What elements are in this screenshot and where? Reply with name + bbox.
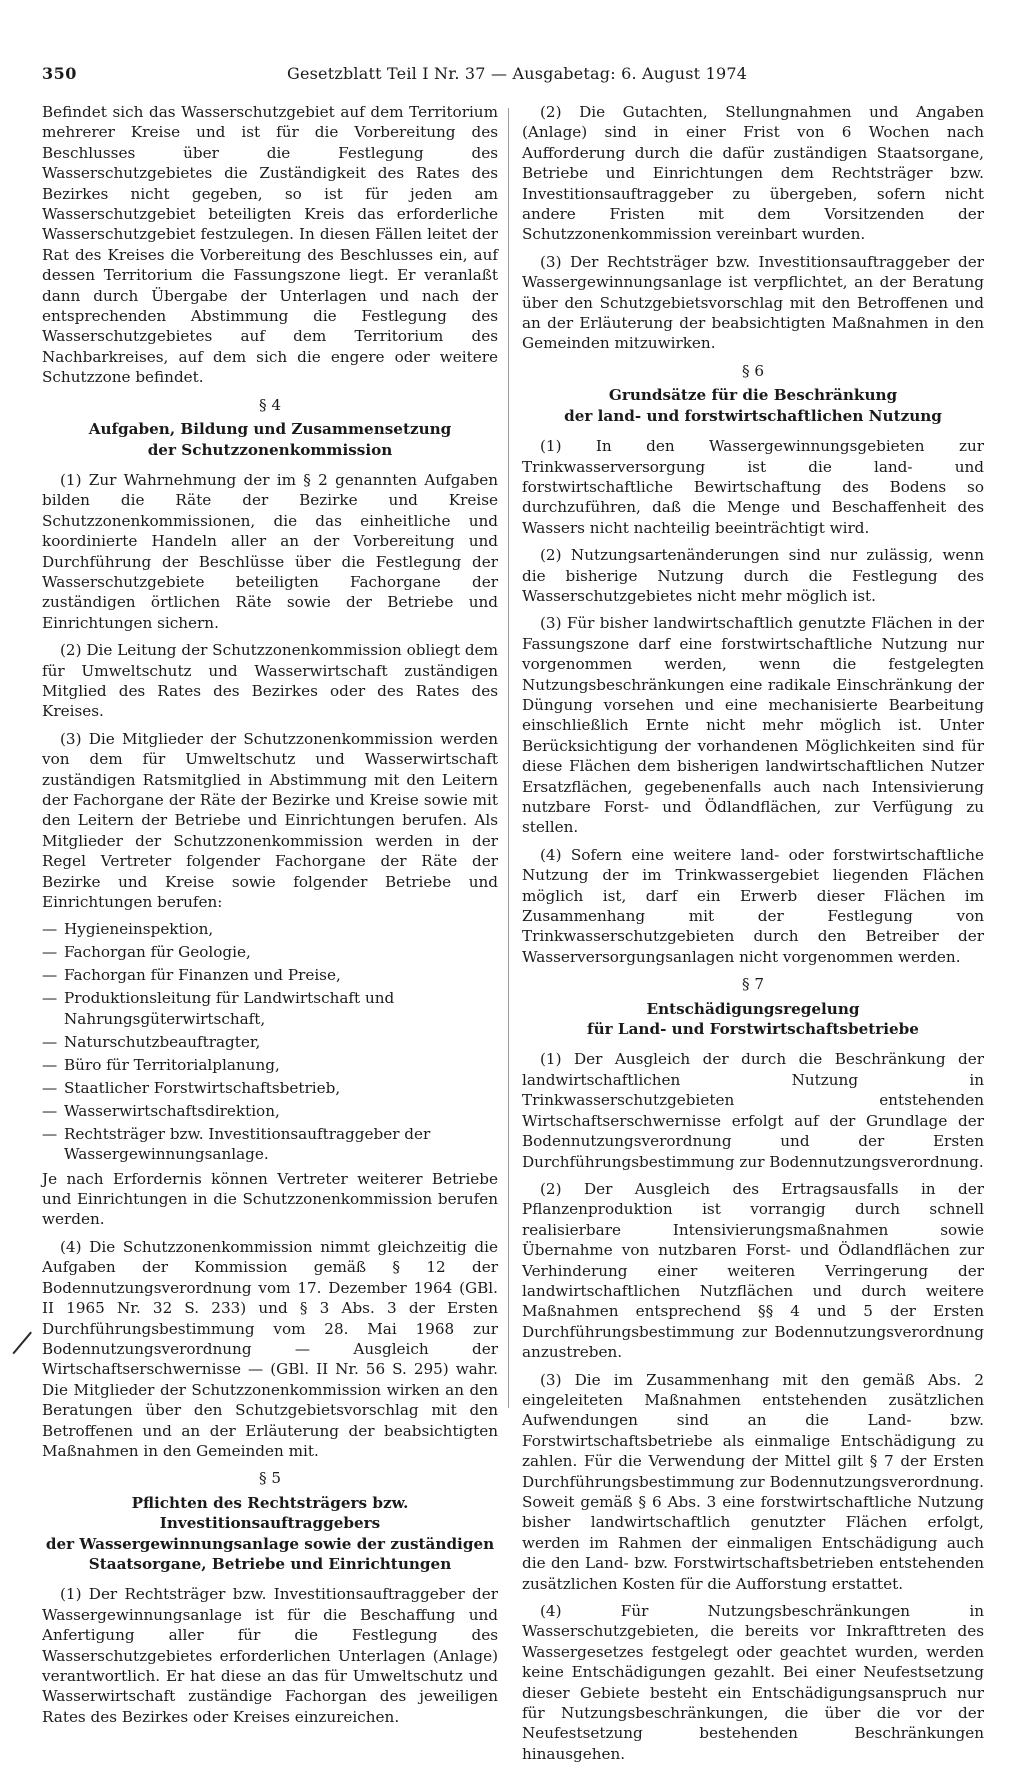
page-header: [42, 62, 992, 86]
section-7-paragraph-2: (2) Der Ausgleich des Ertragsausfalls in der Pflanzenproduktion ist vorrangig durch schnell realisierbare Intensivierungsmaßnahmen sowie Übernahme von nutzbaren Forst- und Ödlandflächen zur Verhinderung einer weiteren Verringerung der landwirtschaftlichen Nutzflächen und durch weitere Maßnahmen entsprechend §§ 4 und 5 der Ersten Durchführungsbestimmung zur Bodennutzungsverordnung anzustreben.: [522, 1179, 984, 1362]
section-6-heading-line: der land- und forstwirtschaftlichen Nutzung: [564, 406, 942, 425]
left-column: [42, 102, 498, 1734]
section-4-heading-line: der Schutzzonenkommission: [147, 440, 393, 459]
margin-pencil-mark: [12, 1332, 31, 1354]
column-separator: [508, 108, 509, 1408]
section-6-heading-line: Grundsätze für die Beschränkung: [608, 386, 898, 405]
section-4-paragraph-4: (4) Die Schutzzonenkommission nimmt gleichzeitig die Aufgaben der Kommission gemäß § 12 der Bodennutzungsverordnung vom 17. Dezember 1964 (GBl. II 1965 Nr. 32 S. 233) und § 3 Abs. 3 der Ersten Durchführungsbestimmung vom 28. Mai 1968 zur Bodennutzungsverordnung — Ausgleich der Wirtschaftserschwernisse — (GBl. II Nr. 56 S. 295) wahr. Die Mitglieder der Schutzzonenkommission wirken an den Beratungen über den Schutzgebietsvorschlag mit den Betroffenen und an der Erläuterung der beabsichtigten Maßnahmen in den Gemeinden mit.: [42, 1237, 498, 1460]
section-5-heading-line: Pflichten des Rechtsträgers bzw. Investitionsauftraggebers: [131, 1493, 409, 1533]
section-4-heading: [42, 419, 498, 460]
section-7-paragraph-3: (3) Die im Zusammenhang mit den gemäß Abs. 2 eingeleiteten Maßnahmen entstehenden zusätzlichen Aufwendungen sind an die Land- bzw. Forstwirtschaftsbetriebe als einmalige Entschädigung zu zahlen. Für die Verwendung der Mittel gilt § 7 der Ersten Durchführungsbestimmung zur Bodennutzungsverordnung. Soweit gemäß § 6 Abs. 3 eine forstwirtschaftliche Nutzung bisher landwirtschaftlich genutzter Flächen erfolgt, werden im Rahmen der einmaligen Entschädigung auch die den Land- bzw. Forstwirtschaftsbetrieben entstehenden zusätzlichen Kosten für die Aufforstung erstattet.: [522, 1370, 984, 1593]
section-4-paragraph-1: (1) Zur Wahrnehmung der im § 2 genannten Aufgaben bilden die Räte der Bezirke und Kreise Schutzzonenkommissionen, die das einheitliche und koordinierte Handeln aller an der Vorbereitung und Durchführung der Beschlüsse über die Festlegung der Wasserschutzgebiete beteiligten Fachorgane der zuständigen örtlichen Räte sowie der Betriebe und Einrichtungen sichern.: [42, 470, 498, 632]
section-4-paragraph-3: (3) Die Mitglieder der Schutzzonenkommission werden von dem für Umweltschutz und Wasserwirtschaft zuständigen Ratsmitglied in Abstimmung mit den Leitern der Fachorgane der Räte der Bezirke und Kreise sowie mit den Leitern der Betriebe und Einrichtungen berufen. Als Mitglieder der Schutzzonenkommission werden in der Regel Vertreter folgender Fachorgane der Räte der Bezirke und Kreise sowie folgender Betriebe und Einrichtungen berufen:: [42, 729, 498, 912]
list-item: — Staatlicher Forstwirtschaftsbetrieb,: [42, 1078, 498, 1098]
section-6-paragraph-2: (2) Nutzungsartenänderungen sind nur zulässig, wenn die bisherige Nutzung durch die Festlegung des Wasserschutzgebietes nicht mehr möglich ist.: [522, 546, 984, 605]
section-7-number: § 7: [741, 975, 765, 994]
list-item: — Rechtsträger bzw. Investitionsauftraggeber der Wassergewinnungsanlage.: [42, 1124, 498, 1165]
section-5-heading-line: Staatsorgane, Betriebe und Einrichtungen: [88, 1554, 452, 1573]
section-4-number: § 4: [258, 395, 282, 414]
page-running-title: Gesetzblatt Teil I Nr. 37 — Ausgabetag: 6. August 1974: [287, 64, 748, 83]
section-5-heading: [42, 1493, 498, 1575]
list-item: — Fachorgan für Finanzen und Preise,: [42, 965, 498, 985]
list-item: — Fachorgan für Geologie,: [42, 942, 498, 962]
section-7-paragraph-4: (4) Für Nutzungsbeschränkungen in Wasserschutzgebieten, die bereits vor Inkrafttreten des Wassergesetzes festgelegt oder geachtet wurden, werden keine Entschädigungen gezahlt. Bei einer Neufestsetzung dieser Gebiete besteht ein Entschädigungsanspruch nur für Nutzungsbeschränkungen, die über die vor der Neufestsetzung bestehenden Beschränkungen hinausgehen.: [522, 1602, 984, 1763]
section-7-heading: [522, 999, 984, 1040]
section-5-heading-line: der Wassergewinnungsanlage sowie der zuständigen: [45, 1534, 495, 1553]
section-4-list-followup: Je nach Erfordernis können Vertreter weiterer Betriebe und Einrichtungen in die Schutzzonenkommission berufen werden.: [42, 1169, 498, 1229]
section-4-paragraph-2: (2) Die Leitung der Schutzzonenkommission obliegt dem für Umweltschutz und Wasserwirtschaft zuständigen Mitglied des Rates des Bezirkes oder des Rates des Kreises.: [42, 641, 498, 721]
list-item: — Naturschutzbeauftragter,: [42, 1032, 498, 1052]
section-5-paragraph-1: (1) Der Rechtsträger bzw. Investitionsauftraggeber der Wassergewinnungsanlage ist für die Beschaffung und Anfertigung aller für die Festlegung des Wasserschutzgebietes erforderlichen Unterlagen (Anlage) verantwortlich. Er hat diese an das für Umweltschutz und Wasserwirtschaft zuständige Fachorgan des jeweiligen Rates des Bezirkes oder Kreises einzureichen.: [42, 1585, 498, 1726]
section-6-paragraph-3: (3) Für bisher landwirtschaftlich genutzte Flächen in der Fassungszone darf eine forstwirtschaftliche Nutzung nur vorgenommen werden, wenn die festgelegten Nutzungsbeschränkungen eine radikale Einschränkung der Düngung vorsehen und eine mechanisierte Bearbeitung einschließlich Ernte nicht mehr möglich ist. Unter Berücksichtigung der vorhandenen Möglichkeiten sind für diese Flächen dem bisherigen landwirtschaftlichen Nutzer Ersatzflächen, gegebenenfalls auch nach Intensivierung nutzbare Forst- und Ödlandflächen, zur Verfügung zu stellen.: [522, 614, 984, 837]
member-list: [42, 919, 498, 1164]
section-7-heading-line: für Land- und Forstwirtschaftsbetriebe: [587, 1020, 919, 1039]
section-4-heading-line: Aufgaben, Bildung und Zusammensetzung: [88, 420, 452, 439]
section-6-paragraph-1: (1) In den Wassergewinnungsgebieten zur Trinkwasserversorgung ist die land- und forstwirtschaftliche Bewirtschaftung des Bodens so durchzuführen, daß die Menge und Beschaffenheit des Wassers nicht nachteilig beeinträchtigt wird.: [522, 437, 984, 537]
section-5-number: § 5: [258, 1469, 282, 1488]
section-5-paragraph-2: (2) Die Gutachten, Stellungnahmen und Angaben (Anlage) sind in einer Frist von 6 Wochen nach Aufforderung durch die dafür zuständigen Staatsorgane, Betriebe und Einrichtungen dem Rechtsträger bzw. Investitionsauftraggeber zu übergeben, sofern nicht andere Fristen mit dem Vorsitzenden der Schutzzonenkommission vereinbart wurden.: [522, 103, 984, 244]
section-7-heading-line: Entschädigungsregelung: [646, 999, 860, 1018]
section-6-heading: [522, 385, 984, 426]
page-number: 350: [42, 64, 77, 83]
section-6-number: § 6: [741, 361, 765, 380]
list-item: — Wasserwirtschaftsdirektion,: [42, 1101, 498, 1121]
right-column: [522, 102, 984, 1771]
section-5-paragraph-3: (3) Der Rechtsträger bzw. Investitionsauftraggeber der Wassergewinnungsanlage ist verpflichtet, an der Beratung über den Schutzgebietsvorschlag mit den Betroffenen und an der Erläuterung der beabsichtigten Maßnahmen in den Gemeinden mitzuwirken.: [522, 252, 984, 353]
section-7-paragraph-1: (1) Der Ausgleich der durch die Beschränkung der landwirtschaftlichen Nutzung in Trinkwasserschutzgebieten entstehenden Wirtschaftserschwernisse erfolgt auf der Grundlage der Bodennutzungsverordnung und der Ersten Durchführungsbestimmung zur Bodennutzungsverordnung.: [522, 1050, 984, 1171]
list-item: — Büro für Territorialplanung,: [42, 1055, 498, 1075]
list-item: — Hygieneinspektion,: [42, 919, 498, 939]
intro-paragraph: Befindet sich das Wasserschutzgebiet auf dem Territorium mehrerer Kreise und ist für die Vorbereitung des Beschlusses über die Festlegung des Wasserschutzgebietes die Zuständigkeit des Rates des Bezirkes nicht gegeben, so ist für jeden am Wasserschutzgebiet beteiligten Kreis das erforderliche Wasserschutzgebiet festzulegen. In diesen Fällen leitet der Rat des Kreises die Vorbereitung des Beschlusses ein, auf dessen Territorium die Fassungszone liegt. Er veranlaßt dann durch Übergabe der Unterlagen und nach der entsprechenden Abstimmung die Festlegung des Wasserschutzgebietes auf dem Territorium des Nachbarkreises, auf dem sich die engere oder weitere Schutzzone befindet.: [42, 103, 498, 387]
section-6-paragraph-4: (4) Sofern eine weitere land- oder forstwirtschaftliche Nutzung der im Trinkwassergebiet liegenden Flächen möglich ist, darf ein Erwerb dieser Flächen im Zusammenhang mit der Festlegung von Trinkwasserschutzgebieten durch den Betreiber der Wasserversorgungsanlagen nicht vorgenommen werden.: [522, 845, 984, 966]
list-item: — Produktionsleitung für Landwirtschaft und Nahrungsgüterwirtschaft,: [42, 988, 498, 1029]
